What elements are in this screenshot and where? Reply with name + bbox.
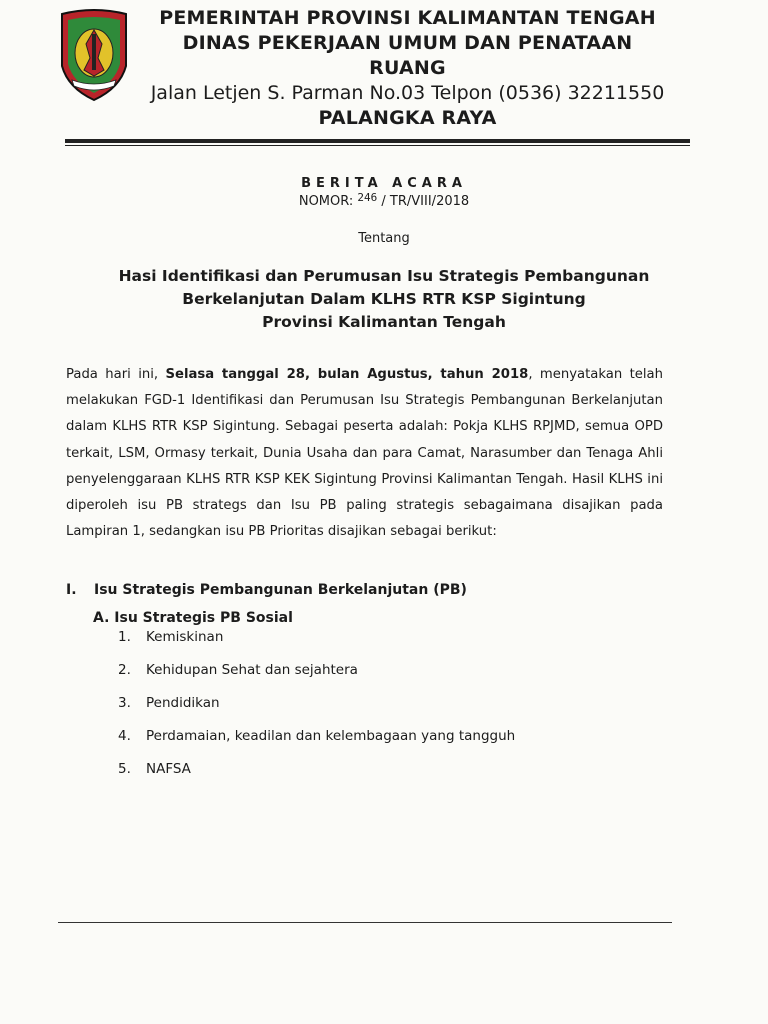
paragraph-date: Selasa tanggal 28, bulan Agustus, tahun 2018 [165, 367, 529, 382]
list-item-text: Pendidikan [146, 695, 220, 711]
letterhead-address: Jalan Letjen S. Parman No.03 Telpon (0536) 32211550 [150, 82, 665, 104]
title-line: Hasi Identifikasi dan Perumusan Isu Strategis Pembangunan [118, 267, 650, 285]
subsection-heading-a: A. Isu Strategis PB Sosial [93, 610, 293, 626]
section-heading-1 [66, 582, 467, 598]
list-item-text: Kehidupan Sehat dan sejahtera [146, 662, 358, 678]
list-item-text: Perdamaian, keadilan dan kelembagaan yang tangguh [146, 728, 516, 744]
title-line: Provinsi Kalimantan Tengah [262, 313, 506, 331]
nomor-suffix: / TR/VIII/2018 [381, 194, 470, 209]
tentang-label: Tentang [358, 231, 410, 246]
list-item-number: 1. [118, 629, 131, 645]
document-number [0, 191, 768, 209]
list-item-number: 4. [118, 728, 131, 744]
list-item [118, 693, 515, 726]
body-paragraph [66, 362, 663, 545]
letterhead [135, 6, 680, 131]
list-item [118, 759, 515, 792]
list-item-number: 3. [118, 695, 131, 711]
letterhead-city: PALANGKA RAYA [318, 107, 497, 129]
list-item-text: NAFSA [146, 761, 191, 777]
nomor-label: NOMOR: [298, 194, 354, 209]
section-number: I. [66, 582, 77, 598]
list-item [118, 627, 515, 660]
section-title: Isu Strategis Pembangunan Berkelanjutan (PB) [94, 582, 467, 598]
letterhead-line-1: PEMERINTAH PROVINSI KALIMANTAN TENGAH [159, 7, 656, 29]
header-divider-thin [65, 145, 690, 146]
letterhead-line-2: DINAS PEKERJAAN UMUM DAN PENATAAN [182, 32, 633, 54]
header-divider-thick [65, 139, 690, 143]
paragraph-rest: , menyatakan telah melakukan FGD-1 Identifikasi dan Perumusan Isu Strategis Pembangunan Berkelanjutan dalam KLHS RTR KSP Sigintung. Sebagai peserta adalah: Pokja KLHS RPJMD, semua OPD terkait, LSM, Ormasy terkait, Dunia Usaha dan para Camat, Narasumber dan Tenaga Ahli penyelenggaraan KLHS RTR KSP KEK Sigintung Provinsi Kalimantan Tengah. Hasil KLHS ini diperoleh isu PB strategs dan Isu PB paling strategis sebagaimana disajikan pada Lampiran 1, sedangkan isu PB Prioritas disajikan sebagai berikut: [66, 367, 663, 540]
paragraph-start: Pada hari ini, [66, 367, 166, 382]
list-item-text: Kemiskinan [146, 629, 224, 645]
issue-list [118, 627, 515, 792]
list-item-number: 2. [118, 662, 131, 678]
letterhead-line-3: RUANG [369, 57, 446, 79]
nomor-handwritten: 246 [357, 191, 378, 204]
document-title [0, 265, 768, 334]
title-line: Berkelanjutan Dalam KLHS RTR KSP Sigintung [182, 290, 586, 308]
list-item-number: 5. [118, 761, 131, 777]
document-type: BERITA ACARA [301, 176, 467, 191]
provincial-emblem-logo [58, 8, 130, 104]
footer-divider [58, 922, 672, 923]
list-item [118, 660, 515, 693]
list-item [118, 726, 515, 759]
